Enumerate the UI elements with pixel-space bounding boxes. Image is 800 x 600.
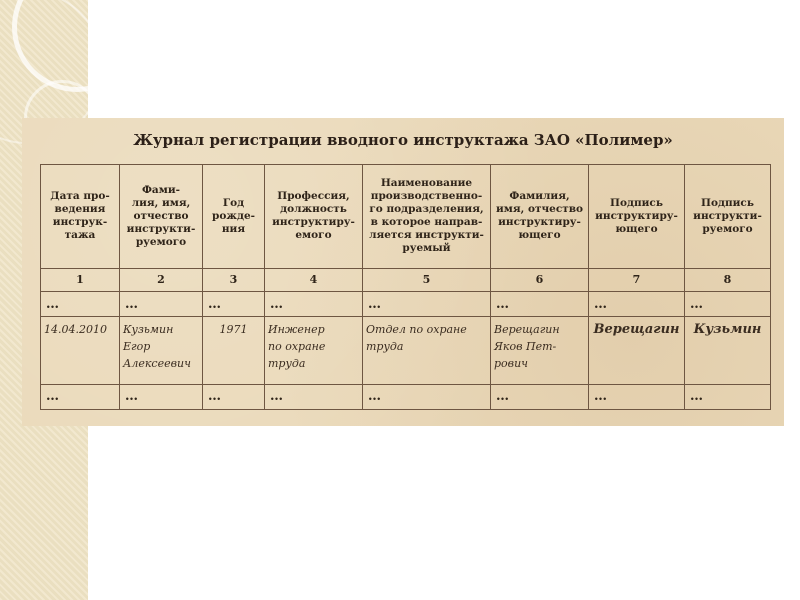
column-number: 7	[589, 268, 685, 291]
ellipsis-row	[41, 292, 771, 317]
journal-document	[22, 118, 784, 426]
ellipsis-cell: …	[41, 384, 120, 409]
journal-table	[40, 164, 771, 410]
column-number: 3	[203, 268, 265, 291]
entry-birth-year: 1971	[203, 317, 265, 385]
column-number: 2	[120, 268, 203, 291]
column-number: 1	[41, 268, 120, 291]
ellipsis-cell: …	[589, 384, 685, 409]
document-title: Журнал регистрации вводного инструктажа ЗАО «Полимер»	[133, 131, 673, 149]
journal-entry-row	[41, 317, 771, 385]
ellipsis-cell: …	[120, 384, 203, 409]
column-number: 4	[265, 268, 363, 291]
entry-trainee-name: Кузьмин Егор Алексеевич	[120, 317, 203, 385]
column-header: Наименование производственно- го подразделения, в которое направ- ляется инструкти- руемый	[363, 165, 491, 269]
entry-date: 14.04.2010	[41, 317, 120, 385]
column-header: Фами- лия, имя, отчество инструкти- руемого	[120, 165, 203, 269]
ellipsis-cell: …	[685, 292, 771, 317]
column-header: Год рожде- ния	[203, 165, 265, 269]
ellipsis-cell: …	[363, 292, 491, 317]
column-number: 5	[363, 268, 491, 291]
ellipsis-cell: …	[491, 292, 589, 317]
column-number: 6	[491, 268, 589, 291]
column-header: Подпись инструкти- руемого	[685, 165, 771, 269]
ellipsis-row	[41, 384, 771, 409]
ellipsis-cell: …	[41, 292, 120, 317]
column-number: 8	[685, 268, 771, 291]
entry-department: Отдел по охране труда	[363, 317, 491, 385]
ellipsis-cell: …	[491, 384, 589, 409]
ellipsis-cell: …	[265, 292, 363, 317]
ellipsis-cell: …	[589, 292, 685, 317]
entry-trainee-signature: Кузьмин	[685, 317, 771, 385]
ellipsis-cell: …	[363, 384, 491, 409]
header-row	[41, 165, 771, 269]
column-number-row	[41, 268, 771, 291]
column-header: Дата про- ведения инструк- тажа	[41, 165, 120, 269]
ellipsis-cell: …	[265, 384, 363, 409]
column-header: Подпись инструктиру- ющего	[589, 165, 685, 269]
column-header: Фамилия, имя, отчество инструктиру- ющего	[491, 165, 589, 269]
ellipsis-cell: …	[203, 384, 265, 409]
ellipsis-cell: …	[203, 292, 265, 317]
ellipsis-cell: …	[120, 292, 203, 317]
column-header: Профессия, должность инструктиру- емого	[265, 165, 363, 269]
entry-profession: Инженер по охране труда	[265, 317, 363, 385]
entry-instructor-name: Верещагин Яков Пет- рович	[491, 317, 589, 385]
entry-instructor-signature: Верещагин	[589, 317, 685, 385]
ellipsis-cell: …	[685, 384, 771, 409]
